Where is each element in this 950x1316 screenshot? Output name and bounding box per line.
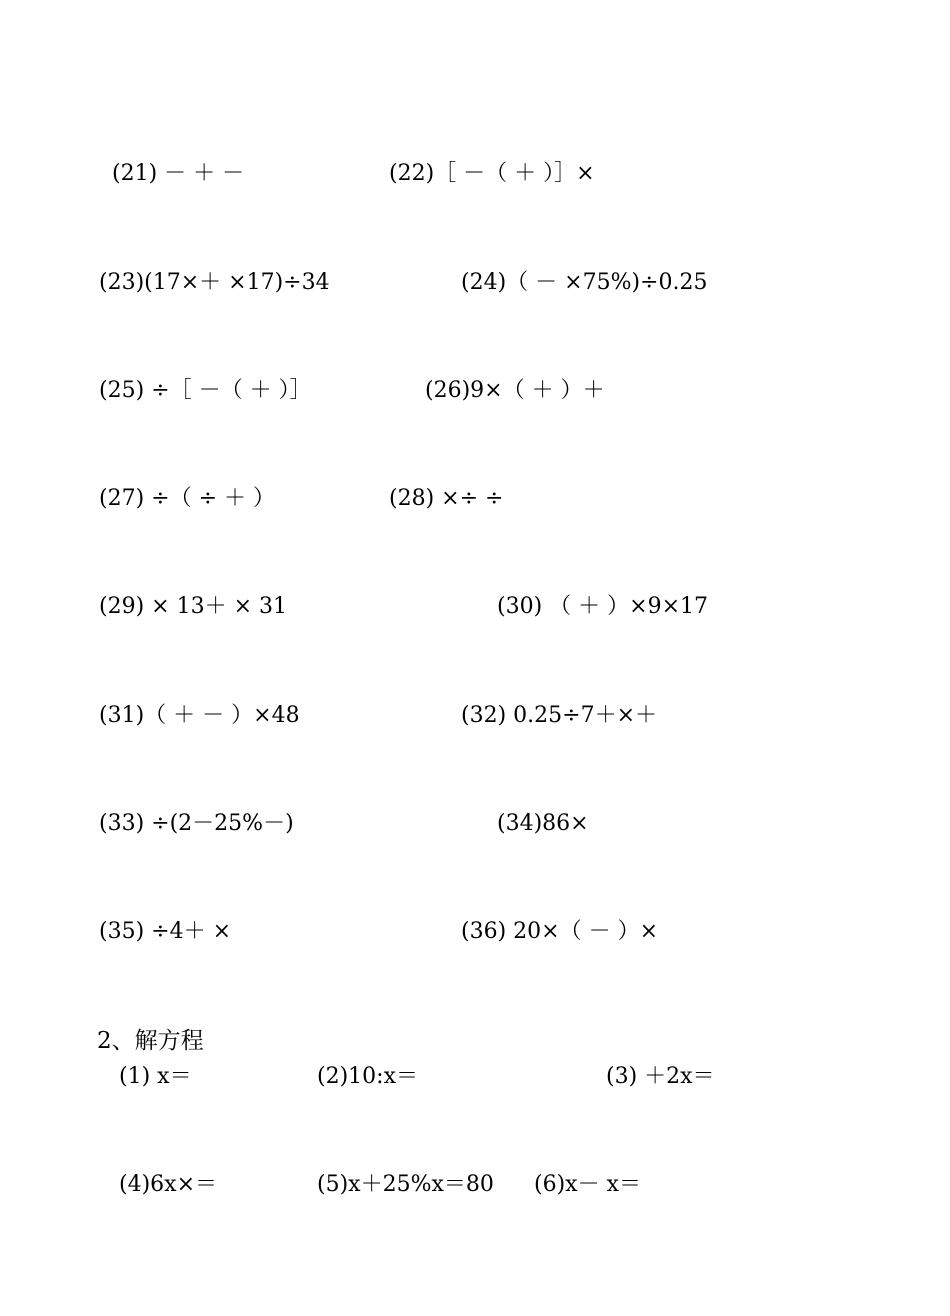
- equation-1: (1) x＝: [119, 1064, 192, 1089]
- problem-33: (33) ÷(2－25%－): [99, 811, 294, 836]
- problem-30: (30) （ ＋ ）×9×17: [497, 594, 708, 619]
- equation-2: (2)10:x＝: [317, 1064, 418, 1089]
- problem-31: (31)（ ＋ － ）×48: [99, 703, 300, 728]
- problem-25: (25) ÷［ －（ ＋ ）］: [99, 378, 312, 403]
- problem-36: (36) 20×（ － ）×: [461, 919, 659, 944]
- section-title-equations: 2、解方程: [97, 1028, 204, 1054]
- equation-6: (6)x－ x＝: [534, 1172, 641, 1197]
- equation-5: (5)x＋25%x＝80: [317, 1172, 494, 1197]
- problem-24: (24)（ － ×75%)÷0.25: [461, 270, 708, 295]
- problem-32: (32) 0.25÷7＋×＋: [461, 703, 658, 728]
- problem-22: (22)［ －（ ＋ ）］×: [389, 161, 595, 186]
- problem-26: (26)9×（ ＋ ）＋: [425, 378, 605, 403]
- equation-4: (4)6x×＝: [119, 1172, 218, 1197]
- problem-21: (21) － ＋ －: [112, 161, 245, 186]
- problem-29: (29) × 13＋ × 31: [99, 594, 287, 619]
- problem-23: (23)(17×＋ ×17)÷34: [99, 270, 330, 295]
- problem-28: (28) ×÷ ÷: [389, 486, 504, 511]
- equation-3: (3) ＋2x＝: [606, 1064, 715, 1089]
- problem-34: (34)86×: [497, 811, 589, 836]
- problem-27: (27) ÷（ ÷ ＋ ）: [99, 486, 276, 511]
- problem-35: (35) ÷4＋ ×: [99, 919, 232, 944]
